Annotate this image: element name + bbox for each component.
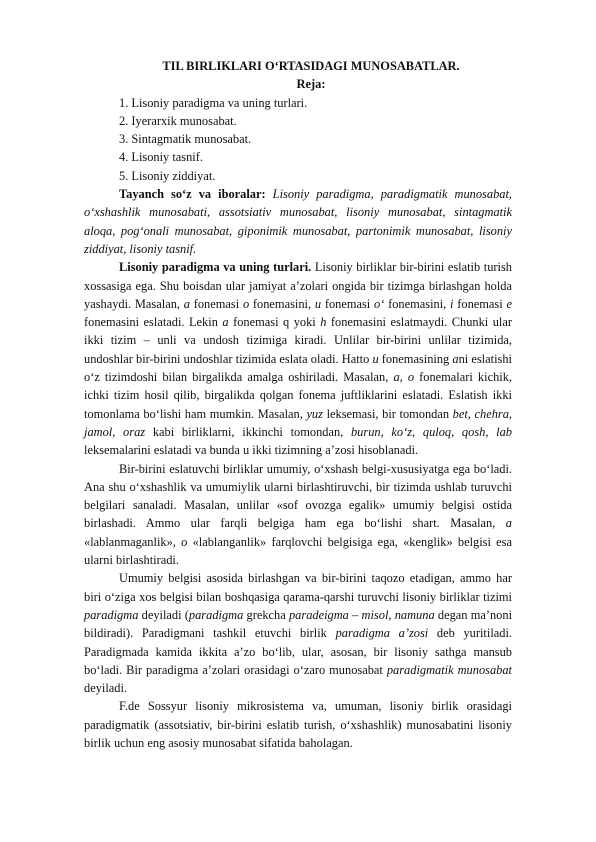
plan-item: 2. Iyerarxik munosabat.	[119, 113, 237, 128]
italic-term: paradeigma – misol, namuna	[288, 607, 435, 622]
text-span: fonemasining	[378, 351, 453, 366]
text-span: fonemalari kichik, ichki tizim hosil qilib, birgalikda qolgan fonema juftliklarini eslatadi. Eslatish ikki tomonlama bo‘lishi ham mumkin. Masalan,	[84, 370, 512, 421]
plan-list	[84, 94, 512, 185]
plan-item: 5. Lisoniy ziddiyat.	[119, 168, 216, 183]
text-span: ni eslatishi o‘z tizimdoshi bilan birgalikda amalga oshiriladi. Masalan,	[84, 351, 512, 385]
text-span: deyiladi (	[138, 607, 189, 622]
text-span: fonemasi	[321, 296, 375, 311]
text-span: fonemasi q yoki	[228, 315, 321, 330]
plan-item: 3. Sintagmatik munosabat.	[119, 132, 252, 147]
text-span: «lablanmaganlik»,	[84, 534, 182, 549]
italic-term: i	[450, 296, 454, 311]
section-heading: Lisoniy paradigma va uning turlari.	[119, 260, 312, 275]
text-span: degan ma’noni bildiradi). Paradigmani tashkil etuvchi birlik	[84, 607, 513, 641]
italic-term: u	[314, 296, 322, 311]
plan-item: 4. Lisoniy tasnif.	[119, 150, 203, 165]
text-span: «lablanganlik» farqlovchi belgisiga ega, «kenglik» belgisi esa ularni birlashtiradi.	[84, 534, 513, 568]
paragraph-paradigm	[84, 258, 512, 459]
text-span: kabi birliklarni, ikkinchi tomondan,	[145, 424, 351, 439]
text-span: Bir-birini eslatuvchi birliklar umumiy, o‘xshash belgi-xususiyatga ega bo‘ladi. Ana shu o‘xshashlik va umumiylik ularni birlashtiruvchi, bir tizimda ushlab turuvchi belgilari sanaladi. Masalan, unlilar «sof ovozga egalik» umumiy belgisi ostida birlashadi. Ammo ular farqli belgiga ham ega bo‘lishi shart. Masalan,	[84, 461, 512, 531]
plan-heading: Reja:	[296, 77, 326, 92]
text-span: fonemasi	[189, 296, 243, 311]
text-span: fonemasini eslatadi. Lekin	[84, 315, 223, 330]
text-span: F.de Sossyur lisoniy mikrosistema va, umuman, lisoniy birlik orasidagi paradigmatik (assotsiativ, bir-birini eslatib turish, o‘xshashlik) munosabatini lisoniy birlik uchun eng asosiy munosabat sifatida baholagan.	[84, 699, 512, 750]
paragraph-features	[84, 460, 512, 570]
italic-term: o	[181, 534, 188, 549]
keywords-label: Tayanch so‘z va iboralar:	[119, 187, 266, 202]
italic-term: a	[452, 351, 459, 366]
text-span: fonemasini,	[384, 296, 451, 311]
paragraph-saussure	[84, 697, 512, 752]
keywords-paragraph	[84, 185, 512, 258]
paragraph-definition	[84, 569, 512, 697]
text-span: deyiladi.	[84, 681, 128, 696]
text-span: fonemasi	[453, 296, 507, 311]
text-span: fonemasini eslatmaydi. Chunki ular ikki tizim – unli va undosh tizimiga kiradi. Unlilar bir-birini unlilar tizimida, undoshlar bir-birini undoshlar tizimida eslata oladi. Hatto	[84, 315, 512, 366]
document-title: TIL BIRLIKLARI O‘RTASIDAGI MUNOSABATLAR.	[162, 59, 460, 73]
italic-term: paradigma a’zosi	[335, 626, 429, 641]
document-page	[84, 57, 512, 752]
plan-item: 1. Lisoniy paradigma va uning turlari.	[119, 95, 308, 110]
italic-term: burun, ko‘z, quloq, qosh, lab	[350, 424, 512, 439]
text-span: Lisoniy birliklar bir-birini eslatib turish xossasiga ega. Shu boisdan ular jamiyat a’zolari ongida bir tizimga birlashgan holda yashaydi. Masalan,	[84, 260, 512, 311]
text-span: Umumiy belgisi asosida birlashgan va bir-birini taqozo etadigan, ammo har biri o‘ziga xos belgisi bilan boshqasiga qarama-qarshi turuvchi lisoniy birliklar tizimi	[84, 571, 512, 604]
keywords-text: Lisoniy paradigma, paradigmatik munosabat, o‘xshashlik munosabati, assotsiativ munosabat, lisoniy munosabat, sintagmatik aloqa, pog‘onali munosabat, giponimik munosabat, partonimik munosabat, lisoniy ziddiyat, lisoniy tasnif.	[84, 187, 512, 256]
text-span: deb yuritiladi. Paradigmada kamida ikkita a’zo bo‘lib, ular, asosan, bir lisoniy sathga mansub bo‘ladi. Bir paradigma a’zolari orasidagi o‘zaro munosabat	[84, 626, 512, 677]
italic-term: u	[372, 351, 379, 366]
text-span: grekcha	[243, 607, 289, 622]
italic-term: a	[505, 516, 512, 531]
italic-term: o‘	[374, 296, 385, 311]
italic-term: bet, chehra, jamol, oraz	[84, 406, 513, 439]
text-span: fonemasini,	[249, 296, 315, 311]
italic-term: paradigma	[84, 607, 139, 622]
italic-term: a, o	[393, 370, 415, 385]
italic-term: paradigma	[188, 607, 244, 622]
italic-term: o	[242, 296, 250, 311]
italic-term: e	[506, 296, 512, 311]
italic-term: a	[183, 296, 190, 311]
text-span: leksemalarini eslatadi va bunda u ikki tizimning a’zosi hisoblanadi.	[84, 443, 419, 458]
italic-term: yuz	[306, 406, 323, 421]
text-span: leksemasi, bir tomondan	[322, 406, 453, 421]
italic-term: h	[320, 315, 327, 330]
italic-term: a	[222, 315, 229, 330]
italic-term: paradigmatik munosabat	[386, 662, 512, 677]
